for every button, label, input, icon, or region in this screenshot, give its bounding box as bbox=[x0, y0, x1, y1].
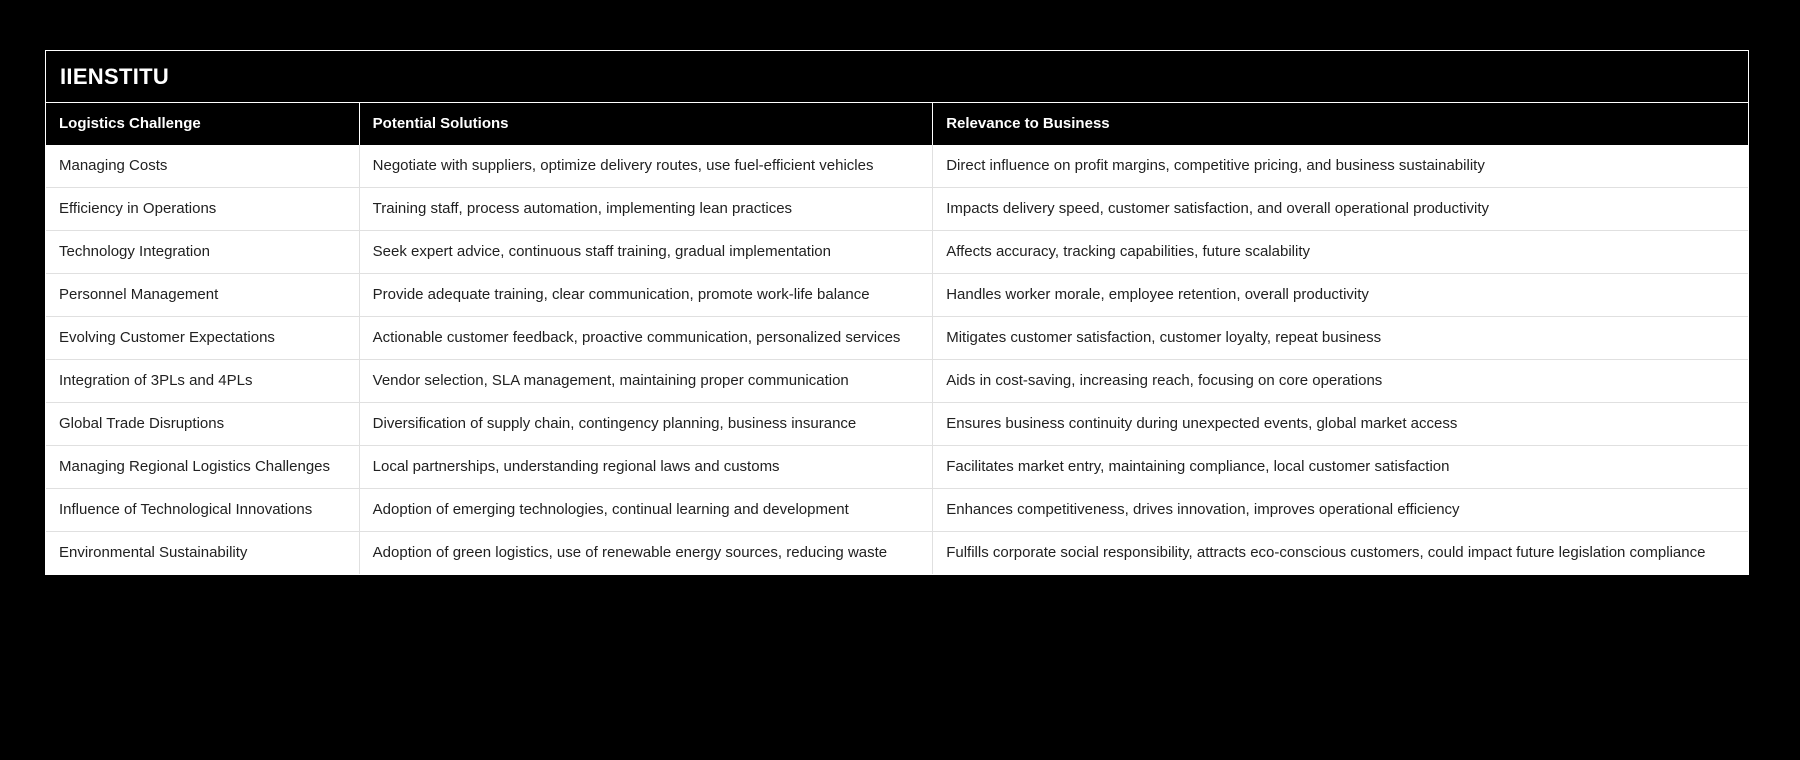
cell-solutions: Adoption of emerging technologies, continual learning and development bbox=[359, 489, 933, 532]
content-panel bbox=[45, 50, 1749, 575]
table-row bbox=[46, 532, 1748, 575]
cell-relevance: Enhances competitiveness, drives innovation, improves operational efficiency bbox=[933, 489, 1748, 532]
table-row bbox=[46, 360, 1748, 403]
cell-solutions: Actionable customer feedback, proactive communication, personalized services bbox=[359, 317, 933, 360]
table-row bbox=[46, 403, 1748, 446]
cell-solutions: Seek expert advice, continuous staff training, gradual implementation bbox=[359, 231, 933, 274]
cell-challenge: Integration of 3PLs and 4PLs bbox=[46, 360, 359, 403]
table-row bbox=[46, 231, 1748, 274]
cell-relevance: Affects accuracy, tracking capabilities, future scalability bbox=[933, 231, 1748, 274]
table-row bbox=[46, 188, 1748, 231]
cell-challenge: Environmental Sustainability bbox=[46, 532, 359, 575]
cell-solutions: Diversification of supply chain, contingency planning, business insurance bbox=[359, 403, 933, 446]
cell-challenge: Global Trade Disruptions bbox=[46, 403, 359, 446]
cell-challenge: Managing Costs bbox=[46, 145, 359, 188]
cell-challenge: Evolving Customer Expectations bbox=[46, 317, 359, 360]
cell-solutions: Adoption of green logistics, use of renewable energy sources, reducing waste bbox=[359, 532, 933, 575]
cell-challenge: Managing Regional Logistics Challenges bbox=[46, 446, 359, 489]
cell-challenge: Influence of Technological Innovations bbox=[46, 489, 359, 532]
table-row bbox=[46, 446, 1748, 489]
cell-relevance: Handles worker morale, employee retention, overall productivity bbox=[933, 274, 1748, 317]
cell-relevance: Mitigates customer satisfaction, customer loyalty, repeat business bbox=[933, 317, 1748, 360]
cell-challenge: Personnel Management bbox=[46, 274, 359, 317]
cell-solutions: Negotiate with suppliers, optimize delivery routes, use fuel-efficient vehicles bbox=[359, 145, 933, 188]
table-row bbox=[46, 317, 1748, 360]
table-row bbox=[46, 274, 1748, 317]
cell-solutions: Training staff, process automation, implementing lean practices bbox=[359, 188, 933, 231]
table-row bbox=[46, 489, 1748, 532]
cell-relevance: Facilitates market entry, maintaining compliance, local customer satisfaction bbox=[933, 446, 1748, 489]
logistics-table bbox=[46, 103, 1748, 574]
page-title: IIENSTITU bbox=[60, 63, 170, 89]
cell-solutions: Local partnerships, understanding regional laws and customs bbox=[359, 446, 933, 489]
column-header-potential-solutions: Potential Solutions bbox=[359, 103, 933, 145]
column-header-logistics-challenge: Logistics Challenge bbox=[46, 103, 359, 145]
cell-solutions: Provide adequate training, clear communication, promote work-life balance bbox=[359, 274, 933, 317]
table-header-row bbox=[46, 103, 1748, 145]
cell-challenge: Technology Integration bbox=[46, 231, 359, 274]
column-header-relevance-to-business: Relevance to Business bbox=[933, 103, 1748, 145]
cell-relevance: Ensures business continuity during unexpected events, global market access bbox=[933, 403, 1748, 446]
table-row bbox=[46, 145, 1748, 188]
cell-relevance: Fulfills corporate social responsibility, attracts eco-conscious customers, could impact future legislation compliance bbox=[933, 532, 1748, 575]
cell-solutions: Vendor selection, SLA management, maintaining proper communication bbox=[359, 360, 933, 403]
cell-relevance: Impacts delivery speed, customer satisfaction, and overall operational productivity bbox=[933, 188, 1748, 231]
cell-relevance: Direct influence on profit margins, competitive pricing, and business sustainability bbox=[933, 145, 1748, 188]
cell-relevance: Aids in cost-saving, increasing reach, focusing on core operations bbox=[933, 360, 1748, 403]
title-bar bbox=[46, 51, 1748, 103]
cell-challenge: Efficiency in Operations bbox=[46, 188, 359, 231]
